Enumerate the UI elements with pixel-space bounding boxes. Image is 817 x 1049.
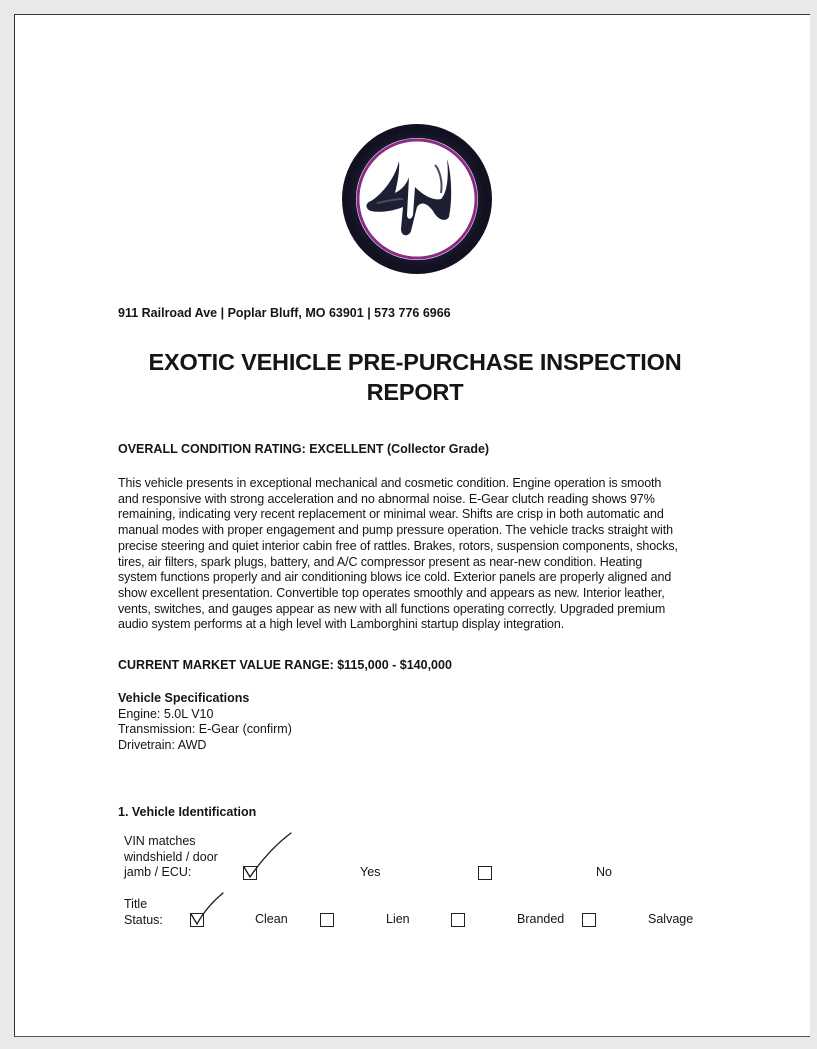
- title-lien-label: Lien: [386, 912, 410, 926]
- specs-heading: Vehicle Specifications: [118, 691, 250, 705]
- title-branded-checkbox[interactable]: [451, 913, 465, 927]
- vehicle-specifications: [118, 691, 292, 753]
- spec-transmission: Transmission: E-Gear (confirm): [118, 722, 292, 736]
- spec-engine: Engine: 5.0L V10: [118, 706, 214, 721]
- description-line: tires, air filters, spark plugs, battery, and A/C compressor present as near-new condition. Heating: [118, 554, 643, 569]
- company-address: 911 Railroad Ave | Poplar Bluff, MO 63901 | 573 776 6966: [118, 306, 451, 320]
- vin-label-line: jamb / ECU:: [124, 865, 192, 879]
- report-page: [14, 14, 810, 1037]
- vin-no-checkbox[interactable]: [478, 866, 492, 880]
- overall-condition-rating: OVERALL CONDITION RATING: EXCELLENT (Collector Grade): [118, 442, 490, 456]
- vin-yes-checkbox[interactable]: [243, 866, 257, 880]
- condition-description: [118, 476, 714, 633]
- description-line: precise steering and quiet interior cabin free of rattles. Brakes, rotors, suspension components, shocks,: [118, 538, 678, 553]
- description-line: remaining, indicating very recent replacement or minimal wear. Shifts are crisp in both automatic and: [118, 507, 664, 522]
- title-salvage-checkbox[interactable]: [582, 913, 596, 927]
- section-heading-vehicle-identification: 1. Vehicle Identification: [118, 805, 257, 819]
- title-clean-checkbox[interactable]: [190, 913, 204, 927]
- description-line: This vehicle presents in exceptional mechanical and cosmetic condition. Engine operation is smooth: [118, 476, 662, 490]
- description-line: show excellent presentation. Convertible top operates smoothly and appears as new. Interior leather,: [118, 585, 665, 600]
- vin-label-line: VIN matches: [124, 834, 196, 848]
- company-logo: [337, 119, 497, 279]
- description-line: and responsive with strong acceleration and no abnormal noise. E-Gear clutch reading shows 97%: [118, 491, 655, 506]
- description-line: system functions properly and air conditioning blows ice cold. Exterior panels are properly aligned and: [118, 570, 672, 585]
- vin-yes-label: Yes: [360, 865, 381, 879]
- vin-label-line: windshield / door: [124, 849, 218, 864]
- title-label-line: Title: [124, 897, 148, 911]
- report-title-line: EXOTIC VEHICLE PRE-PURCHASE INSPECTION: [148, 349, 682, 375]
- description-line: manual modes with proper engagement and pump pressure operation. The vehicle tracks straight with: [118, 523, 673, 538]
- spec-drivetrain: Drivetrain: AWD: [118, 737, 207, 752]
- market-value-range: CURRENT MARKET VALUE RANGE: $115,000 - $140,000: [118, 658, 452, 672]
- description-line: vents, switches, and gauges appear as new with all functions operating correctly. Upgraded premium: [118, 601, 666, 616]
- title-branded-label: Branded: [517, 912, 565, 926]
- title-status-label: [124, 897, 163, 928]
- vin-no-label: No: [596, 865, 612, 879]
- report-title: [115, 347, 715, 407]
- title-clean-label: Clean: [255, 912, 288, 926]
- vin-match-label: [124, 834, 218, 881]
- title-salvage-label: Salvage: [648, 912, 694, 926]
- description-line: audio system performs at a high level with Lamborghini startup display integration.: [118, 617, 565, 632]
- title-label-line: Status:: [124, 912, 163, 927]
- report-title-line: REPORT: [366, 379, 464, 405]
- title-lien-checkbox[interactable]: [320, 913, 334, 927]
